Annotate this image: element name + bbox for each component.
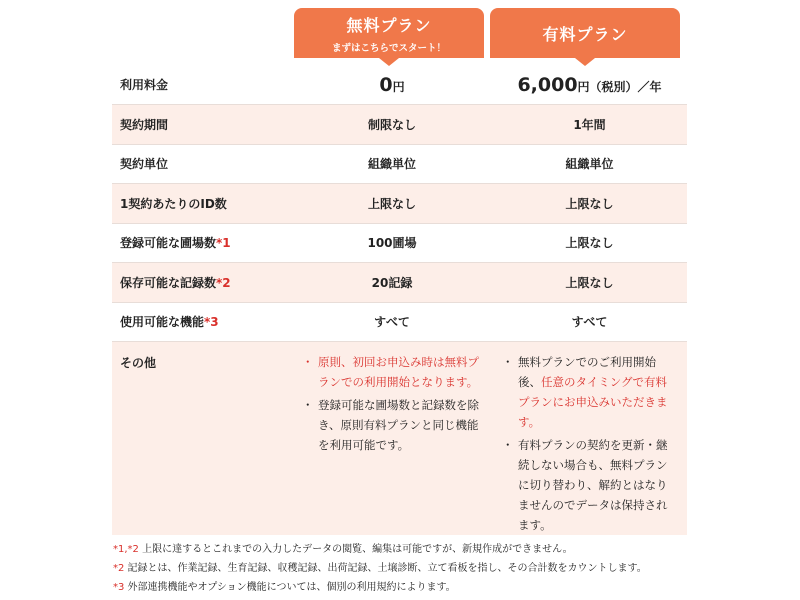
row-label [112,223,292,263]
paid-price [492,65,687,105]
footnote [113,540,713,559]
paid-value: すべて [571,315,608,330]
row-label: 契約期間 [120,117,169,132]
footnote-mark: *2 [216,275,231,290]
paid-value: 上限なし [565,236,614,251]
free-value: 組織単位 [367,157,416,172]
paid-notes-cell [492,342,687,536]
footnote-mark: *1 [216,236,231,251]
footnote-text: 記録とは、作業記録、生育記録、収穫記録、出荷記録、土壌診断、立て看板を指し、その合計数をカウントします。 [124,563,647,574]
paid-value: 組織単位 [565,157,614,172]
table-row-features [112,302,687,342]
free-price-amount: 0 [379,73,393,96]
free-price-unit: 円 [392,79,405,94]
row-label: 契約単位 [120,157,169,172]
note-item: ・ 原則、初回お申込み時は無料プランでの利用開始となります。 [306,352,482,392]
note-text: 有料プランの契約を更新・継続しない場合も、無料プランに切り替わり、解約とはなりませんのでデータは保持されます。 [518,438,668,532]
row-label: その他 [120,356,157,370]
footnote [113,559,713,578]
row-label-text: 登録可能な圃場数 [120,236,217,251]
row-label-text: 使用可能な機能 [120,315,205,330]
paid-value: 上限なし [565,196,614,211]
footnote-mark: *2 [113,563,125,574]
free-value: 制限なし [367,117,416,132]
paid-price-amount: 6,000 [517,73,578,96]
footnote-text: 外部連携機能やオプション機能については、個別の利用規約によります。 [124,582,456,593]
row-label-text: 保存可能な記録数 [120,275,217,290]
free-value: 100圃場 [367,236,417,251]
note-highlight: 任意のタイミングで有料プランにお申込みいただきます。 [518,375,668,429]
footnote-mark: *3 [204,315,219,330]
table-row-record-count [112,263,687,303]
free-value: すべて [374,315,410,330]
free-value: 20記録 [371,275,413,290]
footnotes [113,540,713,597]
paid-plan-title: 有料プラン [542,24,628,44]
table-row-contract-unit [112,144,687,184]
paid-notes [492,352,687,535]
paid-price-unit: 円（税別）／年 [577,79,662,94]
table-row-contract-period [112,105,687,145]
footnote-text: 上限に達するとこれまでの入力したデータの閲覧、編集は可能ですが、新規作成ができません。 [138,544,573,555]
note-item [506,435,677,535]
free-value: 上限なし [367,196,416,211]
free-notes [292,352,492,455]
row-label [112,263,292,303]
free-plan-title: 無料プラン [346,15,432,35]
row-label: 1契約あたりのID数 [120,196,227,211]
free-plan-header [294,8,484,58]
note-item [506,352,677,432]
footnote [113,578,713,597]
table-row-id-count [112,184,687,224]
free-notes-cell [292,342,492,536]
row-label [112,302,292,342]
paid-value: 1年間 [573,117,606,132]
plan-comparison-table [112,65,687,535]
free-plan-subtitle: まずはこちらでスタート！ [332,42,446,54]
table-row-other [112,342,687,536]
footnote-mark: *3 [113,582,125,593]
note-text: 無料プランでのご利用開始後、 [518,355,656,389]
footnote-mark: *1,*2 [113,544,139,555]
row-label: 利用料金 [120,78,169,92]
table-row-field-count [112,223,687,263]
free-price [292,65,492,105]
note-item: ・ 登録可能な圃場数と記録数を除き、原則有料プランと同じ機能を利用可能です。 [306,395,482,455]
table-row-price [112,65,687,105]
paid-value: 上限なし [565,275,614,290]
paid-plan-header [490,8,680,58]
